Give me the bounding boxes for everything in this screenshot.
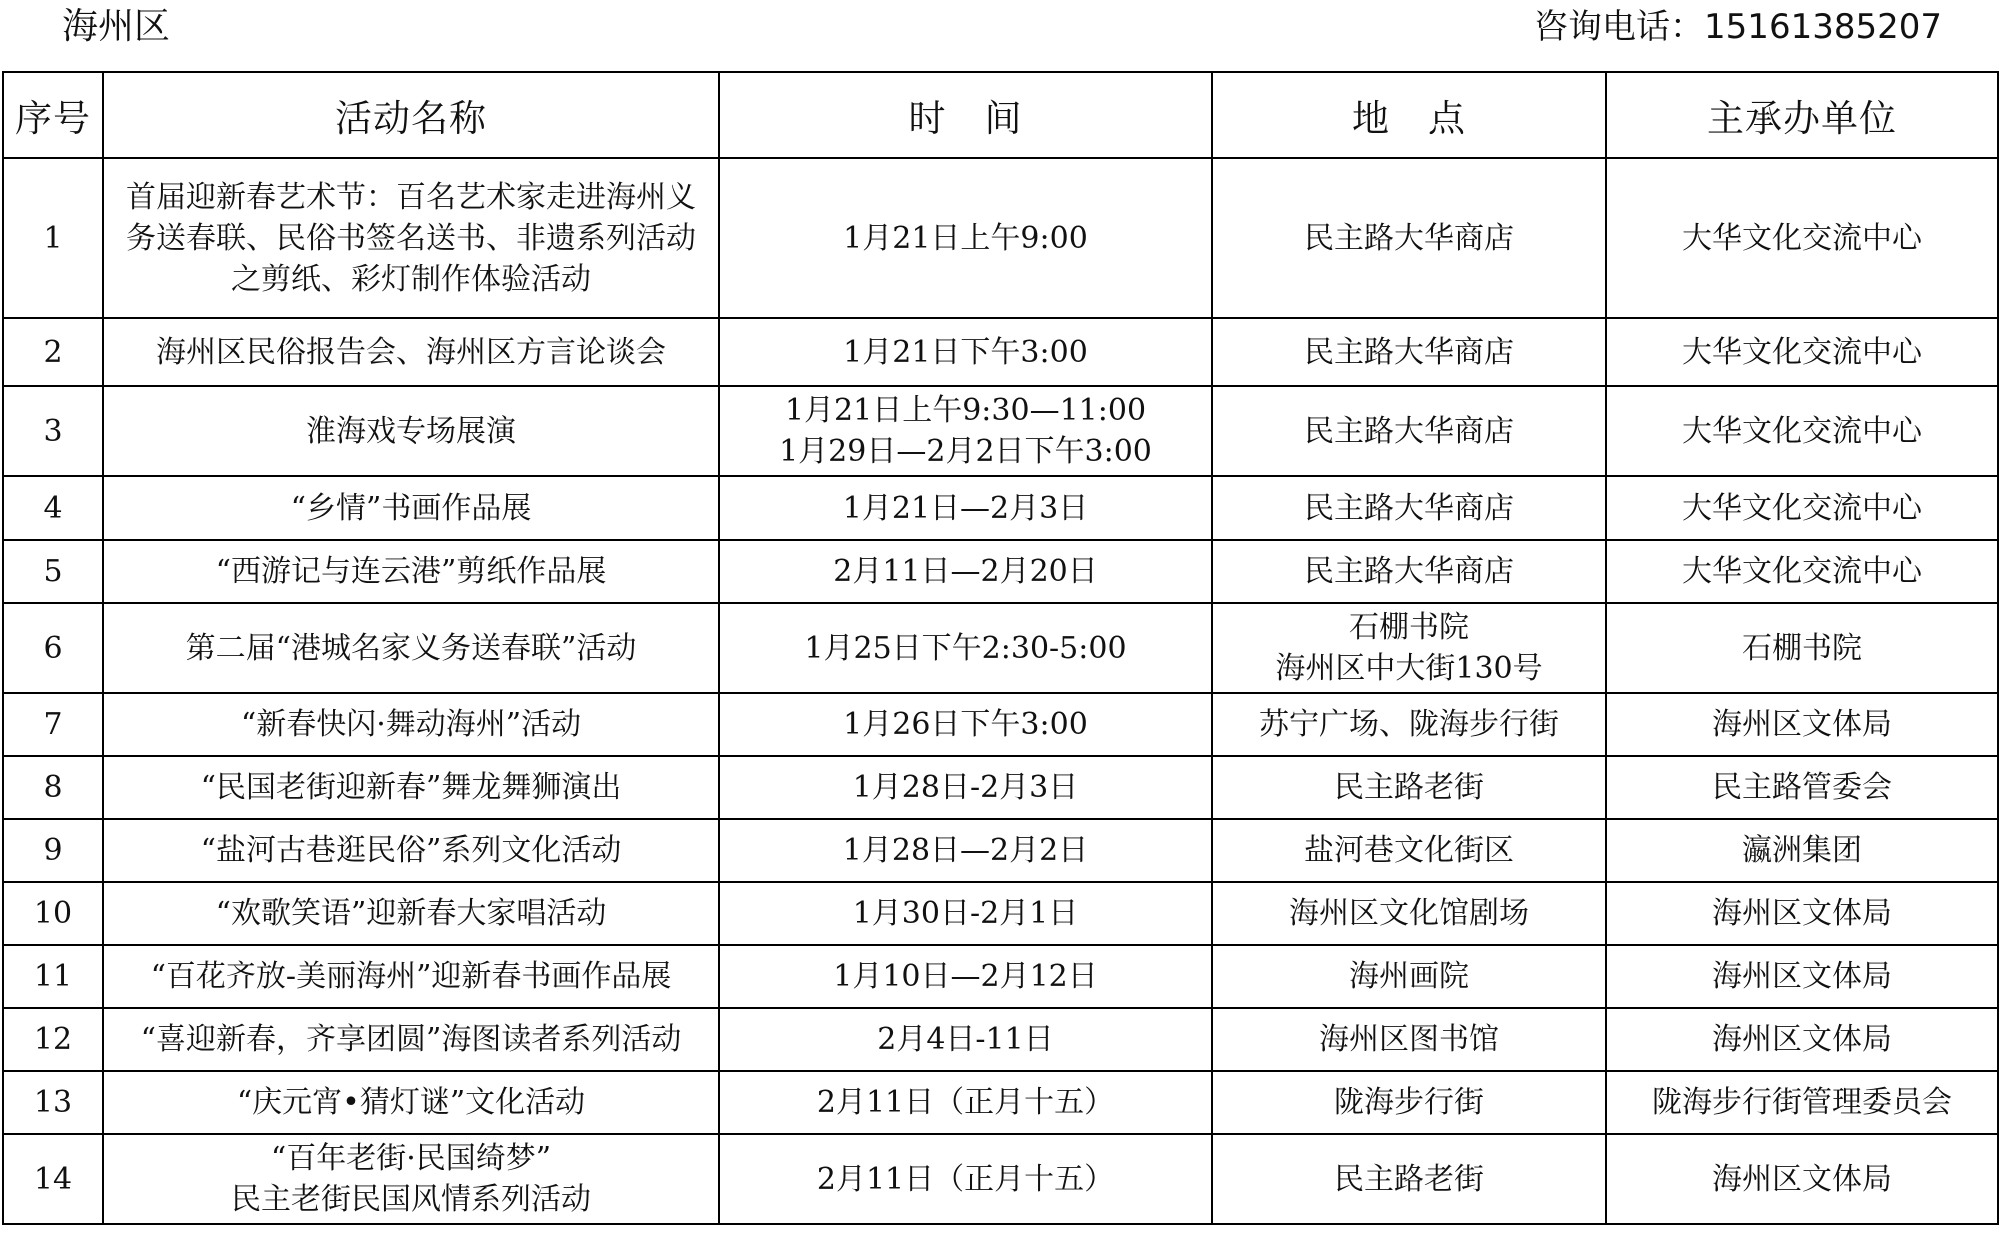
activity-place: [1212, 819, 1606, 882]
place-line: 苏宁广场、陇海步行街: [1259, 707, 1559, 742]
organizer: 海州区文体局: [1606, 882, 1998, 945]
time-line: 2月11日—2月20日: [833, 554, 1098, 589]
place-line: 民主路大华商店: [1304, 413, 1514, 449]
name-line: 海州区民俗报告会、海州区方言论谈会: [156, 334, 666, 370]
activity-name: [103, 1008, 719, 1071]
organizer: 大华文化交流中心: [1606, 540, 1998, 603]
activity-name: [103, 386, 719, 476]
place-line: 盐河巷文化街区: [1304, 833, 1514, 868]
name-line: 首届迎新春艺术节：百名艺术家走进海州义: [126, 179, 696, 215]
table-row: [3, 945, 1998, 1008]
activity-time: [719, 603, 1212, 693]
table-row: [3, 1134, 1998, 1224]
activity-place: [1212, 756, 1606, 819]
name-line: 淮海戏专场展演: [306, 413, 516, 449]
activity-name: [103, 318, 719, 386]
contact-phone: 咨询电话：15161385207: [1534, 7, 1942, 47]
table-row: [3, 603, 1998, 693]
table-row: [3, 1071, 1998, 1134]
time-line: 1月21日上午9:30—11:00: [784, 393, 1147, 428]
organizer: 大华文化交流中心: [1606, 386, 1998, 476]
organizer: 海州区文体局: [1606, 945, 1998, 1008]
activity-time: [719, 756, 1212, 819]
activity-place: [1212, 1071, 1606, 1134]
activity-time: [719, 318, 1212, 386]
district-title: 海州区: [62, 6, 171, 47]
activity-time: [719, 1008, 1212, 1071]
name-line: “庆元宵•猜灯谜”文化活动: [236, 1085, 586, 1120]
place-line: 民主路大华商店: [1304, 554, 1514, 589]
row-number: 4: [3, 476, 103, 540]
place-line: 民主路老街: [1334, 1161, 1484, 1197]
activity-name: [103, 756, 719, 819]
name-line: “欢歌笑语”迎新春大家唱活动: [215, 896, 607, 931]
activity-name: [103, 882, 719, 945]
activity-time: [719, 476, 1212, 540]
activity-place: [1212, 476, 1606, 540]
activity-place: [1212, 540, 1606, 603]
table-row: [3, 318, 1998, 386]
table-row: [3, 540, 1998, 603]
place-line: 陇海步行街: [1334, 1085, 1484, 1120]
activity-name: [103, 945, 719, 1008]
activity-place: [1212, 158, 1606, 318]
time-line: 1月21日下午3:00: [843, 334, 1088, 370]
activity-time: [719, 819, 1212, 882]
place-line: 民主路大华商店: [1304, 220, 1514, 256]
table-row: [3, 819, 1998, 882]
name-line: “喜迎新春，齐享团圆”海图读者系列活动: [140, 1022, 682, 1057]
time-line: 1月25日下午2:30-5:00: [804, 630, 1127, 666]
organizer: 大华文化交流中心: [1606, 158, 1998, 318]
place-line: 海州画院: [1349, 959, 1469, 994]
place-line: 民主路老街: [1334, 770, 1484, 805]
activity-place: [1212, 318, 1606, 386]
name-line: “乡情”书画作品展: [290, 490, 532, 526]
name-line: “百花齐放-美丽海州”迎新春书画作品展: [150, 959, 672, 994]
time-line: 1月26日下午3:00: [843, 707, 1088, 742]
name-line: 务送春联、民俗书签名送书、非遗系列活动: [126, 220, 696, 256]
table-row: [3, 158, 1998, 318]
row-number: 2: [3, 318, 103, 386]
row-number: 1: [3, 158, 103, 318]
row-number: 12: [3, 1008, 103, 1071]
time-line: 2月11日（正月十五）: [816, 1161, 1115, 1197]
table-row: [3, 693, 1998, 756]
place-line: 石棚书院: [1349, 610, 1469, 645]
place-line: 海州区图书馆: [1319, 1022, 1499, 1057]
name-line: “新春快闪·舞动海州”活动: [240, 707, 582, 742]
table-row: [3, 386, 1998, 476]
table-row: [3, 1008, 1998, 1071]
time-line: 1月21日上午9:00: [843, 220, 1088, 256]
table-body: [3, 158, 1998, 1224]
activity-time: [719, 386, 1212, 476]
time-line: 1月29日—2月2日下午3:00: [779, 434, 1152, 469]
activity-name: [103, 476, 719, 540]
row-number: 7: [3, 693, 103, 756]
activity-time: [719, 158, 1212, 318]
time-line: 1月28日—2月2日: [842, 833, 1089, 868]
table-row: [3, 882, 1998, 945]
name-line: 民主老街民国风情系列活动: [231, 1182, 591, 1217]
time-line: 1月10日—2月12日: [833, 959, 1098, 994]
events-table: [2, 71, 1999, 1225]
organizer: 海州区文体局: [1606, 1134, 1998, 1224]
header-time: 时 间: [719, 72, 1212, 158]
organizer: 海州区文体局: [1606, 693, 1998, 756]
organizer: 民主路管委会: [1606, 756, 1998, 819]
activity-name: [103, 693, 719, 756]
row-number: 13: [3, 1071, 103, 1134]
row-number: 9: [3, 819, 103, 882]
activity-time: [719, 540, 1212, 603]
time-line: 1月30日-2月1日: [852, 896, 1079, 931]
activity-time: [719, 1071, 1212, 1134]
activity-place: [1212, 945, 1606, 1008]
activity-name: [103, 1071, 719, 1134]
name-line: “百年老街·民国绮梦”: [270, 1141, 552, 1176]
name-line: “民国老街迎新春”舞龙舞狮演出: [200, 770, 622, 805]
organizer: 大华文化交流中心: [1606, 318, 1998, 386]
activity-place: [1212, 386, 1606, 476]
table-row: [3, 476, 1998, 540]
name-line: “西游记与连云港”剪纸作品展: [215, 554, 607, 589]
name-line: “盐河古巷逛民俗”系列文化活动: [200, 833, 622, 868]
row-number: 8: [3, 756, 103, 819]
row-number: 14: [3, 1134, 103, 1224]
time-line: 1月21日—2月3日: [842, 490, 1089, 526]
row-number: 3: [3, 386, 103, 476]
row-number: 6: [3, 603, 103, 693]
time-line: 1月28日-2月3日: [852, 770, 1079, 805]
row-number: 5: [3, 540, 103, 603]
place-line: 海州区文化馆剧场: [1289, 896, 1529, 931]
activity-place: [1212, 603, 1606, 693]
place-line: 民主路大华商店: [1304, 490, 1514, 526]
activity-place: [1212, 882, 1606, 945]
activity-name: [103, 158, 719, 318]
activity-place: [1212, 693, 1606, 756]
name-line: 第二届“港城名家义务送春联”活动: [185, 630, 637, 666]
header-name: 活动名称: [103, 72, 719, 158]
activity-name: [103, 819, 719, 882]
activity-name: [103, 540, 719, 603]
place-line: 民主路大华商店: [1304, 334, 1514, 370]
time-line: 2月4日-11日: [877, 1022, 1054, 1057]
activity-time: [719, 945, 1212, 1008]
activity-time: [719, 882, 1212, 945]
organizer: 大华文化交流中心: [1606, 476, 1998, 540]
table-header-row: [3, 72, 1998, 158]
activity-name: [103, 1134, 719, 1224]
activity-place: [1212, 1134, 1606, 1224]
activity-time: [719, 693, 1212, 756]
activity-name: [103, 603, 719, 693]
activity-place: [1212, 1008, 1606, 1071]
time-line: 2月11日（正月十五）: [816, 1085, 1115, 1120]
table-row: [3, 756, 1998, 819]
place-line: 海州区中大街130号: [1275, 651, 1543, 686]
name-line: 之剪纸、彩灯制作体验活动: [231, 261, 591, 297]
organizer: 陇海步行街管理委员会: [1606, 1071, 1998, 1134]
organizer: 海州区文体局: [1606, 1008, 1998, 1071]
header-place: 地 点: [1212, 72, 1606, 158]
organizer: 瀛洲集团: [1606, 819, 1998, 882]
organizer: 石棚书院: [1606, 603, 1998, 693]
row-number: 11: [3, 945, 103, 1008]
activity-time: [719, 1134, 1212, 1224]
row-number: 10: [3, 882, 103, 945]
header-no: 序号: [3, 72, 103, 158]
header-org: 主承办单位: [1606, 72, 1998, 158]
